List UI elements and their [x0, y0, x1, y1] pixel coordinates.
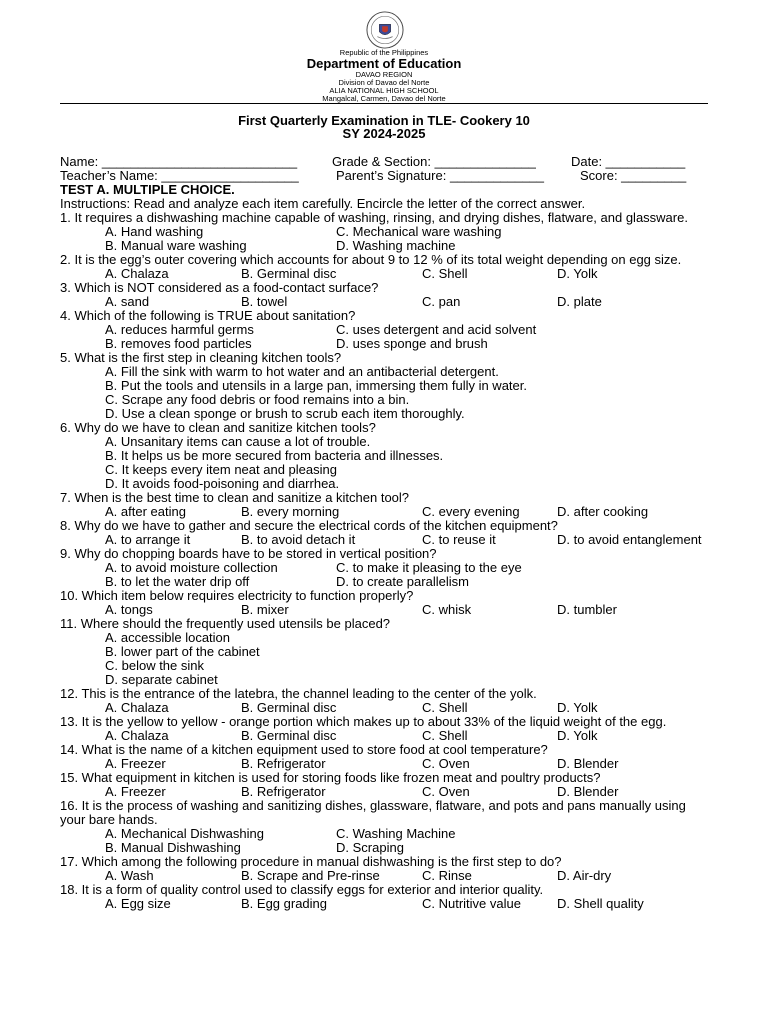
question-text: 11. Where should the frequently used utensils be placed? — [60, 616, 391, 631]
options-row — [60, 841, 710, 855]
name-field[interactable]: Name: ___________________________ — [60, 154, 298, 169]
answer-option[interactable]: A. tongs — [105, 602, 153, 617]
answer-option[interactable]: B. lower part of the cabinet — [105, 644, 260, 659]
options-row — [60, 225, 710, 239]
options-row — [60, 267, 710, 281]
answer-option[interactable]: C. Washing Machine — [336, 826, 456, 841]
options-row — [60, 295, 710, 309]
answer-option[interactable]: B. It helps us be more secured from bacteria and illnesses. — [105, 448, 444, 463]
header-school: ALIA NATIONAL HIGH SCHOOL — [329, 86, 439, 95]
answer-option[interactable]: B. Germinal disc — [241, 266, 337, 281]
options-row — [60, 603, 710, 617]
answer-option[interactable]: A. reduces harmful germs — [105, 322, 254, 337]
answer-option[interactable]: B. Scrape and Pre-rinse — [241, 868, 380, 883]
question-text: 7. When is the best time to clean and sanitize a kitchen tool? — [60, 490, 410, 505]
options-row — [60, 785, 710, 799]
options-row — [60, 827, 710, 841]
options-row — [60, 757, 710, 771]
question-item — [60, 351, 710, 421]
options-row — [60, 239, 710, 253]
options-row — [60, 575, 710, 589]
answer-option[interactable]: B. mixer — [241, 602, 289, 617]
exam-body — [60, 155, 710, 911]
options-row — [60, 645, 710, 659]
question-item — [60, 253, 710, 281]
answer-option[interactable]: D. separate cabinet — [105, 672, 218, 687]
question-text: 10. Which item below requires electricity to function properly? — [60, 588, 414, 603]
options-row — [60, 869, 710, 883]
answer-option[interactable]: D. tumbler — [557, 602, 617, 617]
instructions: Instructions: Read and analyze each item carefully. Encircle the letter of the correct answer. — [60, 196, 586, 211]
answer-option[interactable]: A. Freezer — [105, 784, 166, 799]
question-item — [60, 617, 710, 687]
options-row — [60, 561, 710, 575]
answer-option[interactable]: D. It avoids food-poisoning and diarrhea. — [105, 476, 340, 491]
answer-option[interactable]: D. after cooking — [557, 504, 649, 519]
options-row — [60, 379, 710, 393]
question-item — [60, 715, 710, 743]
question-text: 2. It is the egg’s outer covering which accounts for about 9 to 12 % of its total weight depending on egg size. — [60, 252, 682, 267]
answer-option[interactable]: C. Oven — [422, 784, 470, 799]
options-row — [60, 673, 710, 687]
answer-option[interactable]: C. It keeps every item neat and pleasing — [105, 462, 337, 477]
answer-option[interactable]: C. Scrape any food debris or food remains into a bin. — [105, 392, 410, 407]
options-row — [60, 407, 710, 421]
answer-option[interactable]: B. Manual ware washing — [105, 238, 247, 253]
answer-option[interactable]: A. Egg size — [105, 896, 171, 911]
header-division: Division of Davao del Norte — [338, 78, 430, 87]
answer-option[interactable]: B. Germinal disc — [241, 728, 337, 743]
options-row — [60, 533, 710, 547]
answer-option[interactable]: C. Nutritive value — [422, 896, 521, 911]
answer-option[interactable]: D. to avoid entanglement — [557, 532, 702, 547]
answer-option[interactable]: A. Chalaza — [105, 728, 169, 743]
answer-option[interactable]: C. whisk — [422, 602, 472, 617]
question-text: 4. Which of the following is TRUE about sanitation? — [60, 308, 356, 323]
options-row — [60, 505, 710, 519]
question-item — [60, 883, 710, 911]
answer-option[interactable]: B. to avoid detach it — [241, 532, 356, 547]
test-title: TEST A. MULTIPLE CHOICE. — [60, 182, 235, 197]
answer-option[interactable]: C. Mechanical ware washing — [336, 224, 502, 239]
question-text: 14. What is the name of a kitchen equipment used to store food at cool temperature? — [60, 742, 548, 757]
question-text: 15. What equipment in kitchen is used for storing foods like frozen meat and poultry products? — [60, 770, 601, 785]
question-text: 3. Which is NOT considered as a food-contact surface? — [60, 280, 379, 295]
answer-option[interactable]: B. towel — [241, 294, 288, 309]
answer-option[interactable]: C. Shell — [422, 266, 468, 281]
answer-option[interactable]: D. Washing machine — [336, 238, 456, 253]
options-row — [60, 631, 710, 645]
answer-option[interactable]: A. Freezer — [105, 756, 166, 771]
question-text: 1. It requires a dishwashing machine capable of washing, rinsing, and drying dishes, flatware, and glassware. — [60, 210, 688, 225]
answer-option[interactable]: C. Oven — [422, 756, 470, 771]
answer-option[interactable]: D. Blender — [557, 784, 619, 799]
grade-section-field[interactable]: Grade & Section: ______________ — [332, 154, 536, 169]
options-row — [60, 435, 710, 449]
answer-option[interactable]: A. Fill the sink with warm to hot water and an antibacterial detergent. — [105, 364, 499, 379]
exam-title: First Quarterly Examination in TLE- Cookery 10 — [238, 113, 530, 128]
answer-option[interactable]: C. pan — [422, 294, 461, 309]
options-row — [60, 365, 710, 379]
question-text: 5. What is the first step in cleaning kitchen tools? — [60, 350, 342, 365]
question-item — [60, 547, 710, 589]
answer-option[interactable]: D. Yolk — [557, 700, 598, 715]
question-text: 12. This is the entrance of the latebra, the channel leading to the center of the yolk. — [60, 686, 537, 701]
answer-option[interactable]: C. Rinse — [422, 868, 472, 883]
answer-option[interactable]: D. Use a clean sponge or brush to scrub each item thoroughly. — [105, 406, 465, 421]
question-item — [60, 281, 710, 309]
header-region: DAVAO REGION — [355, 70, 413, 79]
answer-option[interactable]: A. after eating — [105, 504, 186, 519]
answer-option[interactable]: D. uses sponge and brush — [336, 336, 488, 351]
fields-row-1 — [60, 155, 710, 169]
answer-option[interactable]: C. to reuse it — [422, 532, 496, 547]
options-row — [60, 463, 710, 477]
answer-option[interactable]: B. removes food particles — [105, 336, 252, 351]
answer-option[interactable]: A. Unsanitary items can cause a lot of trouble. — [105, 434, 371, 449]
answer-option[interactable]: A. Chalaza — [105, 266, 169, 281]
fields-row-2 — [60, 169, 710, 183]
question-item — [60, 799, 710, 855]
options-row — [60, 477, 710, 491]
question-item — [60, 687, 710, 715]
question-item — [60, 743, 710, 771]
question-text: 16. It is the process of washing and sanitizing dishes, glassware, flatware, and pots and pans manually using your bare hands. — [60, 798, 686, 827]
question-item — [60, 855, 710, 883]
header-divider — [60, 103, 708, 104]
answer-option[interactable]: B. Refrigerator — [241, 756, 326, 771]
answer-option[interactable]: D. Yolk — [557, 728, 598, 743]
answer-option[interactable]: B. Egg grading — [241, 896, 328, 911]
question-text: 17. Which among the following procedure in manual dishwashing is the first step to do? — [60, 854, 562, 869]
teacher-name-field[interactable]: Teacher’s Name: ___________________ — [60, 168, 299, 183]
answer-option[interactable]: C. below the sink — [105, 658, 204, 673]
question-item — [60, 491, 710, 519]
header-republic: Republic of the Philippines — [339, 48, 429, 57]
deped-seal-logo — [366, 11, 404, 49]
options-row — [60, 337, 710, 351]
answer-option[interactable]: B. Refrigerator — [241, 784, 326, 799]
answer-option[interactable]: A. Chalaza — [105, 700, 169, 715]
question-item — [60, 309, 710, 351]
answer-option[interactable]: D. to create parallelism — [336, 574, 469, 589]
answer-option[interactable]: A. sand — [105, 294, 150, 309]
score-field[interactable]: Score: _________ — [580, 168, 687, 183]
answer-option[interactable]: D. Shell quality — [557, 896, 644, 911]
answer-option[interactable]: A. to avoid moisture collection — [105, 560, 278, 575]
question-text: 9. Why do chopping boards have to be stored in vertical position? — [60, 546, 437, 561]
parent-signature-field[interactable]: Parent’s Signature: _____________ — [336, 168, 544, 183]
question-item — [60, 771, 710, 799]
answer-option[interactable]: A. accessible location — [105, 630, 231, 645]
answer-option[interactable]: A. Mechanical Dishwashing — [105, 826, 264, 841]
answer-option[interactable]: C. uses detergent and acid solvent — [336, 322, 537, 337]
answer-option[interactable]: D. Air-dry — [557, 868, 612, 883]
answer-option[interactable]: C. every evening — [422, 504, 520, 519]
answer-option[interactable]: C. to make it pleasing to the eye — [336, 560, 522, 575]
answer-option[interactable]: B. every morning — [241, 504, 340, 519]
options-row — [60, 659, 710, 673]
options-row — [60, 449, 710, 463]
answer-option[interactable]: A. Hand washing — [105, 224, 204, 239]
options-row — [60, 897, 710, 911]
answer-option[interactable]: B. to let the water drip off — [105, 574, 250, 589]
answer-option[interactable]: A. to arrange it — [105, 532, 191, 547]
answer-option[interactable]: D. plate — [557, 294, 602, 309]
answer-option[interactable]: D. Scraping — [336, 840, 404, 855]
header-department: Department of Education — [306, 56, 462, 71]
answer-option[interactable]: B. Put the tools and utensils in a large pan, immersing them fully in water. — [105, 378, 527, 393]
options-row — [60, 393, 710, 407]
question-item — [60, 589, 710, 617]
question-text: 6. Why do we have to clean and sanitize kitchen tools? — [60, 420, 376, 435]
answer-option[interactable]: D. Blender — [557, 756, 619, 771]
answer-option[interactable]: B. Germinal disc — [241, 700, 337, 715]
answer-option[interactable]: D. Yolk — [557, 266, 598, 281]
question-item — [60, 211, 710, 253]
question-text: 18. It is a form of quality control used to classify eggs for exterior and interior quality. — [60, 882, 544, 897]
answer-option[interactable]: C. Shell — [422, 728, 468, 743]
question-list — [60, 211, 710, 911]
options-row — [60, 323, 710, 337]
options-row — [60, 701, 710, 715]
date-field[interactable]: Date: ___________ — [571, 154, 686, 169]
answer-option[interactable]: A. Wash — [105, 868, 154, 883]
answer-option[interactable]: C. Shell — [422, 700, 468, 715]
question-text: 13. It is the yellow to yellow - orange portion which makes up to about 33% of the liquid weight of the egg. — [60, 714, 667, 729]
question-item — [60, 519, 710, 547]
answer-option[interactable]: B. Manual Dishwashing — [105, 840, 241, 855]
school-year: SY 2024-2025 — [342, 126, 426, 141]
options-row — [60, 729, 710, 743]
question-text: 8. Why do we have to gather and secure the electrical cords of the kitchen equipment? — [60, 518, 558, 533]
header-address: Mangalcal, Carmen, Davao del Norte — [322, 94, 446, 103]
question-item — [60, 421, 710, 491]
